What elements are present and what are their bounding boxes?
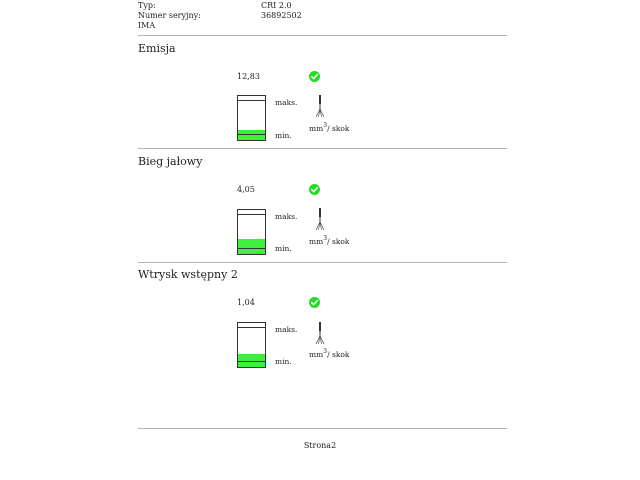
- level-gauge: [237, 209, 266, 255]
- type-label: Typ:: [138, 1, 156, 10]
- min-line: [238, 134, 265, 135]
- max-label: maks.: [275, 325, 298, 334]
- unit-suffix: / skok: [327, 350, 350, 359]
- unit-exponent: 3: [323, 122, 328, 129]
- measured-value: 12,83: [237, 72, 260, 81]
- check-icon: [309, 297, 320, 308]
- footer-divider: [138, 428, 507, 429]
- serial-value: 36892502: [261, 11, 302, 20]
- injector-icon: [314, 208, 326, 232]
- max-label: maks.: [275, 212, 298, 221]
- injector-icon: [314, 322, 326, 346]
- max-line: [238, 100, 265, 101]
- min-label: min.: [275, 357, 292, 366]
- section-title: Wtrysk wstępny 2: [138, 268, 238, 281]
- check-icon: [309, 184, 320, 195]
- min-label: min.: [275, 131, 292, 140]
- min-label: min.: [275, 244, 292, 253]
- unit-label: [309, 348, 349, 359]
- unit-suffix: / skok: [327, 237, 350, 246]
- max-label: maks.: [275, 98, 298, 107]
- section-title: Emisja: [138, 42, 176, 55]
- max-line: [238, 327, 265, 328]
- level-gauge: [237, 322, 266, 368]
- unit-label: [309, 122, 349, 133]
- ima-label: IMA: [138, 21, 156, 30]
- min-line: [238, 361, 265, 362]
- gauge-fill: [238, 239, 265, 254]
- divider: [138, 148, 507, 149]
- unit-exponent: 3: [323, 348, 328, 355]
- serial-label: Numer seryjny:: [138, 11, 201, 20]
- type-value: CRI 2.0: [261, 1, 292, 10]
- unit-exponent: 3: [323, 235, 328, 242]
- unit-label: [309, 235, 349, 246]
- unit-prefix: mm: [309, 350, 324, 359]
- divider: [138, 35, 507, 36]
- min-line: [238, 248, 265, 249]
- check-icon: [309, 71, 320, 82]
- divider: [138, 262, 507, 263]
- section-title: Bieg jałowy: [138, 155, 203, 168]
- unit-prefix: mm: [309, 124, 324, 133]
- measured-value: 1,04: [237, 298, 255, 307]
- page-number: Strona2: [303, 441, 337, 450]
- max-line: [238, 214, 265, 215]
- level-gauge: [237, 95, 266, 141]
- injector-icon: [314, 95, 326, 119]
- unit-suffix: / skok: [327, 124, 350, 133]
- unit-prefix: mm: [309, 237, 324, 246]
- gauge-fill: [238, 130, 265, 140]
- measured-value: 4,05: [237, 185, 255, 194]
